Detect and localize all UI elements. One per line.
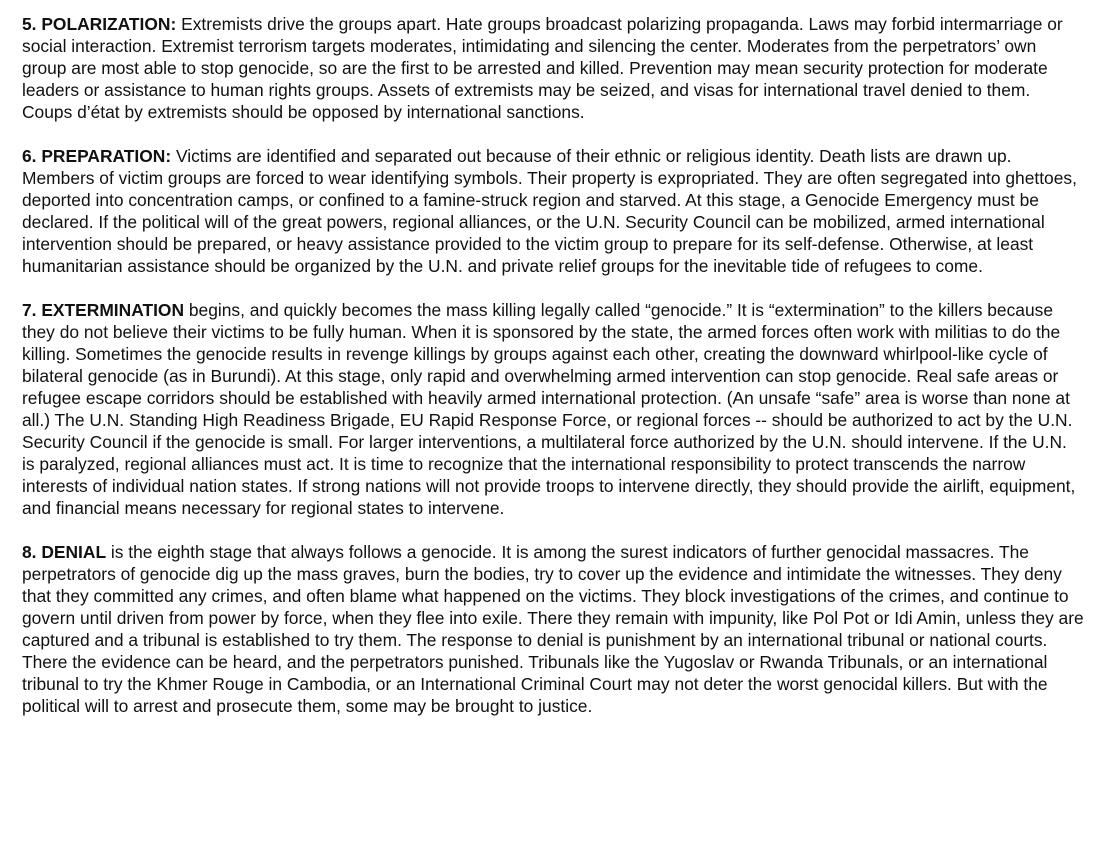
stage-heading-denial: 8. DENIAL [22,542,107,562]
stage-polarization [22,13,1084,123]
stage-denial [22,541,1084,717]
document-page [22,13,1084,739]
stage-text-polarization: Extremists drive the groups apart. Hate groups broadcast polarizing propaganda. Laws may forbid intermarriage or social interaction. Extremist terrorism targets moderates, intimidating and silencing the center. Moderates from the perpetrators’ own group are most able to stop genocide, so are the first to be arrested and killed. Prevention may mean security protection for moderate leaders or assistance to human rights groups. Assets of extremists may be seized, and visas for international travel denied to them. Coups d’état by extremists should be opposed by international sanctions. [22,14,1063,122]
stage-heading-polarization: 5. POLARIZATION: [22,14,177,34]
stage-preparation [22,145,1084,277]
stage-extermination [22,299,1084,519]
stage-text-preparation: Victims are identified and separated out because of their ethnic or religious identity. Death lists are drawn up. Members of victim groups are forced to wear identifying symbols. Their property is expropriated. They are often segregated into ghettoes, deported into concentration camps, or confined to a famine-struck region and starved. At this stage, a Genocide Emergency must be declared. If the political will of the great powers, regional alliances, or the U.N. Security Council can be mobilized, armed international intervention should be prepared, or heavy assistance provided to the victim group to prepare for its self-defense. Otherwise, at least humanitarian assistance should be organized by the U.N. and private relief groups for the inevitable tide of refugees to come. [22,146,1077,276]
stage-text-denial: is the eighth stage that always follows a genocide. It is among the surest indicators of further genocidal massacres. The perpetrators of genocide dig up the mass graves, burn the bodies, try to cover up the evidence and intimidate the witnesses. They deny that they committed any crimes, and often blame what happened on the victims. They block investigations of the crimes, and continue to govern until driven from power by force, when they flee into exile. There they remain with impunity, like Pol Pot or Idi Amin, unless they are captured and a tribunal is established to try them. The response to denial is punishment by an international tribunal or national courts. There the evidence can be heard, and the perpetrators punished. Tribunals like the Yugoslav or Rwanda Tribunals, or an international tribunal to try the Khmer Rouge in Cambodia, or an International Criminal Court may not deter the worst genocidal killers. But with the political will to arrest and prosecute them, some may be brought to justice. [22,542,1084,716]
stage-heading-preparation: 6. PREPARATION: [22,146,172,166]
stage-text-extermination: begins, and quickly becomes the mass killing legally called “genocide.” It is “extermination” to the killers because they do not believe their victims to be fully human. When it is sponsored by the state, the armed forces often work with militias to do the killing. Sometimes the genocide results in revenge killings by groups against each other, creating the downward whirlpool-like cycle of bilateral genocide (as in Burundi). At this stage, only rapid and overwhelming armed intervention can stop genocide. Real safe areas or refugee escape corridors should be established with heavily armed international protection. (An unsafe “safe” area is worse than none at all.) The U.N. Standing High Readiness Brigade, EU Rapid Response Force, or regional forces -- should be authorized to act by the U.N. Security Council if the genocide is small. For larger interventions, a multilateral force authorized by the U.N. should intervene. If the U.N. is paralyzed, regional alliances must act. It is time to recognize that the international responsibility to protect transcends the narrow interests of individual nation states. If strong nations will not provide troops to intervene directly, they should provide the airlift, equipment, and financial means necessary for regional states to intervene. [22,300,1076,518]
stage-heading-extermination: 7. EXTERMINATION [22,300,185,320]
